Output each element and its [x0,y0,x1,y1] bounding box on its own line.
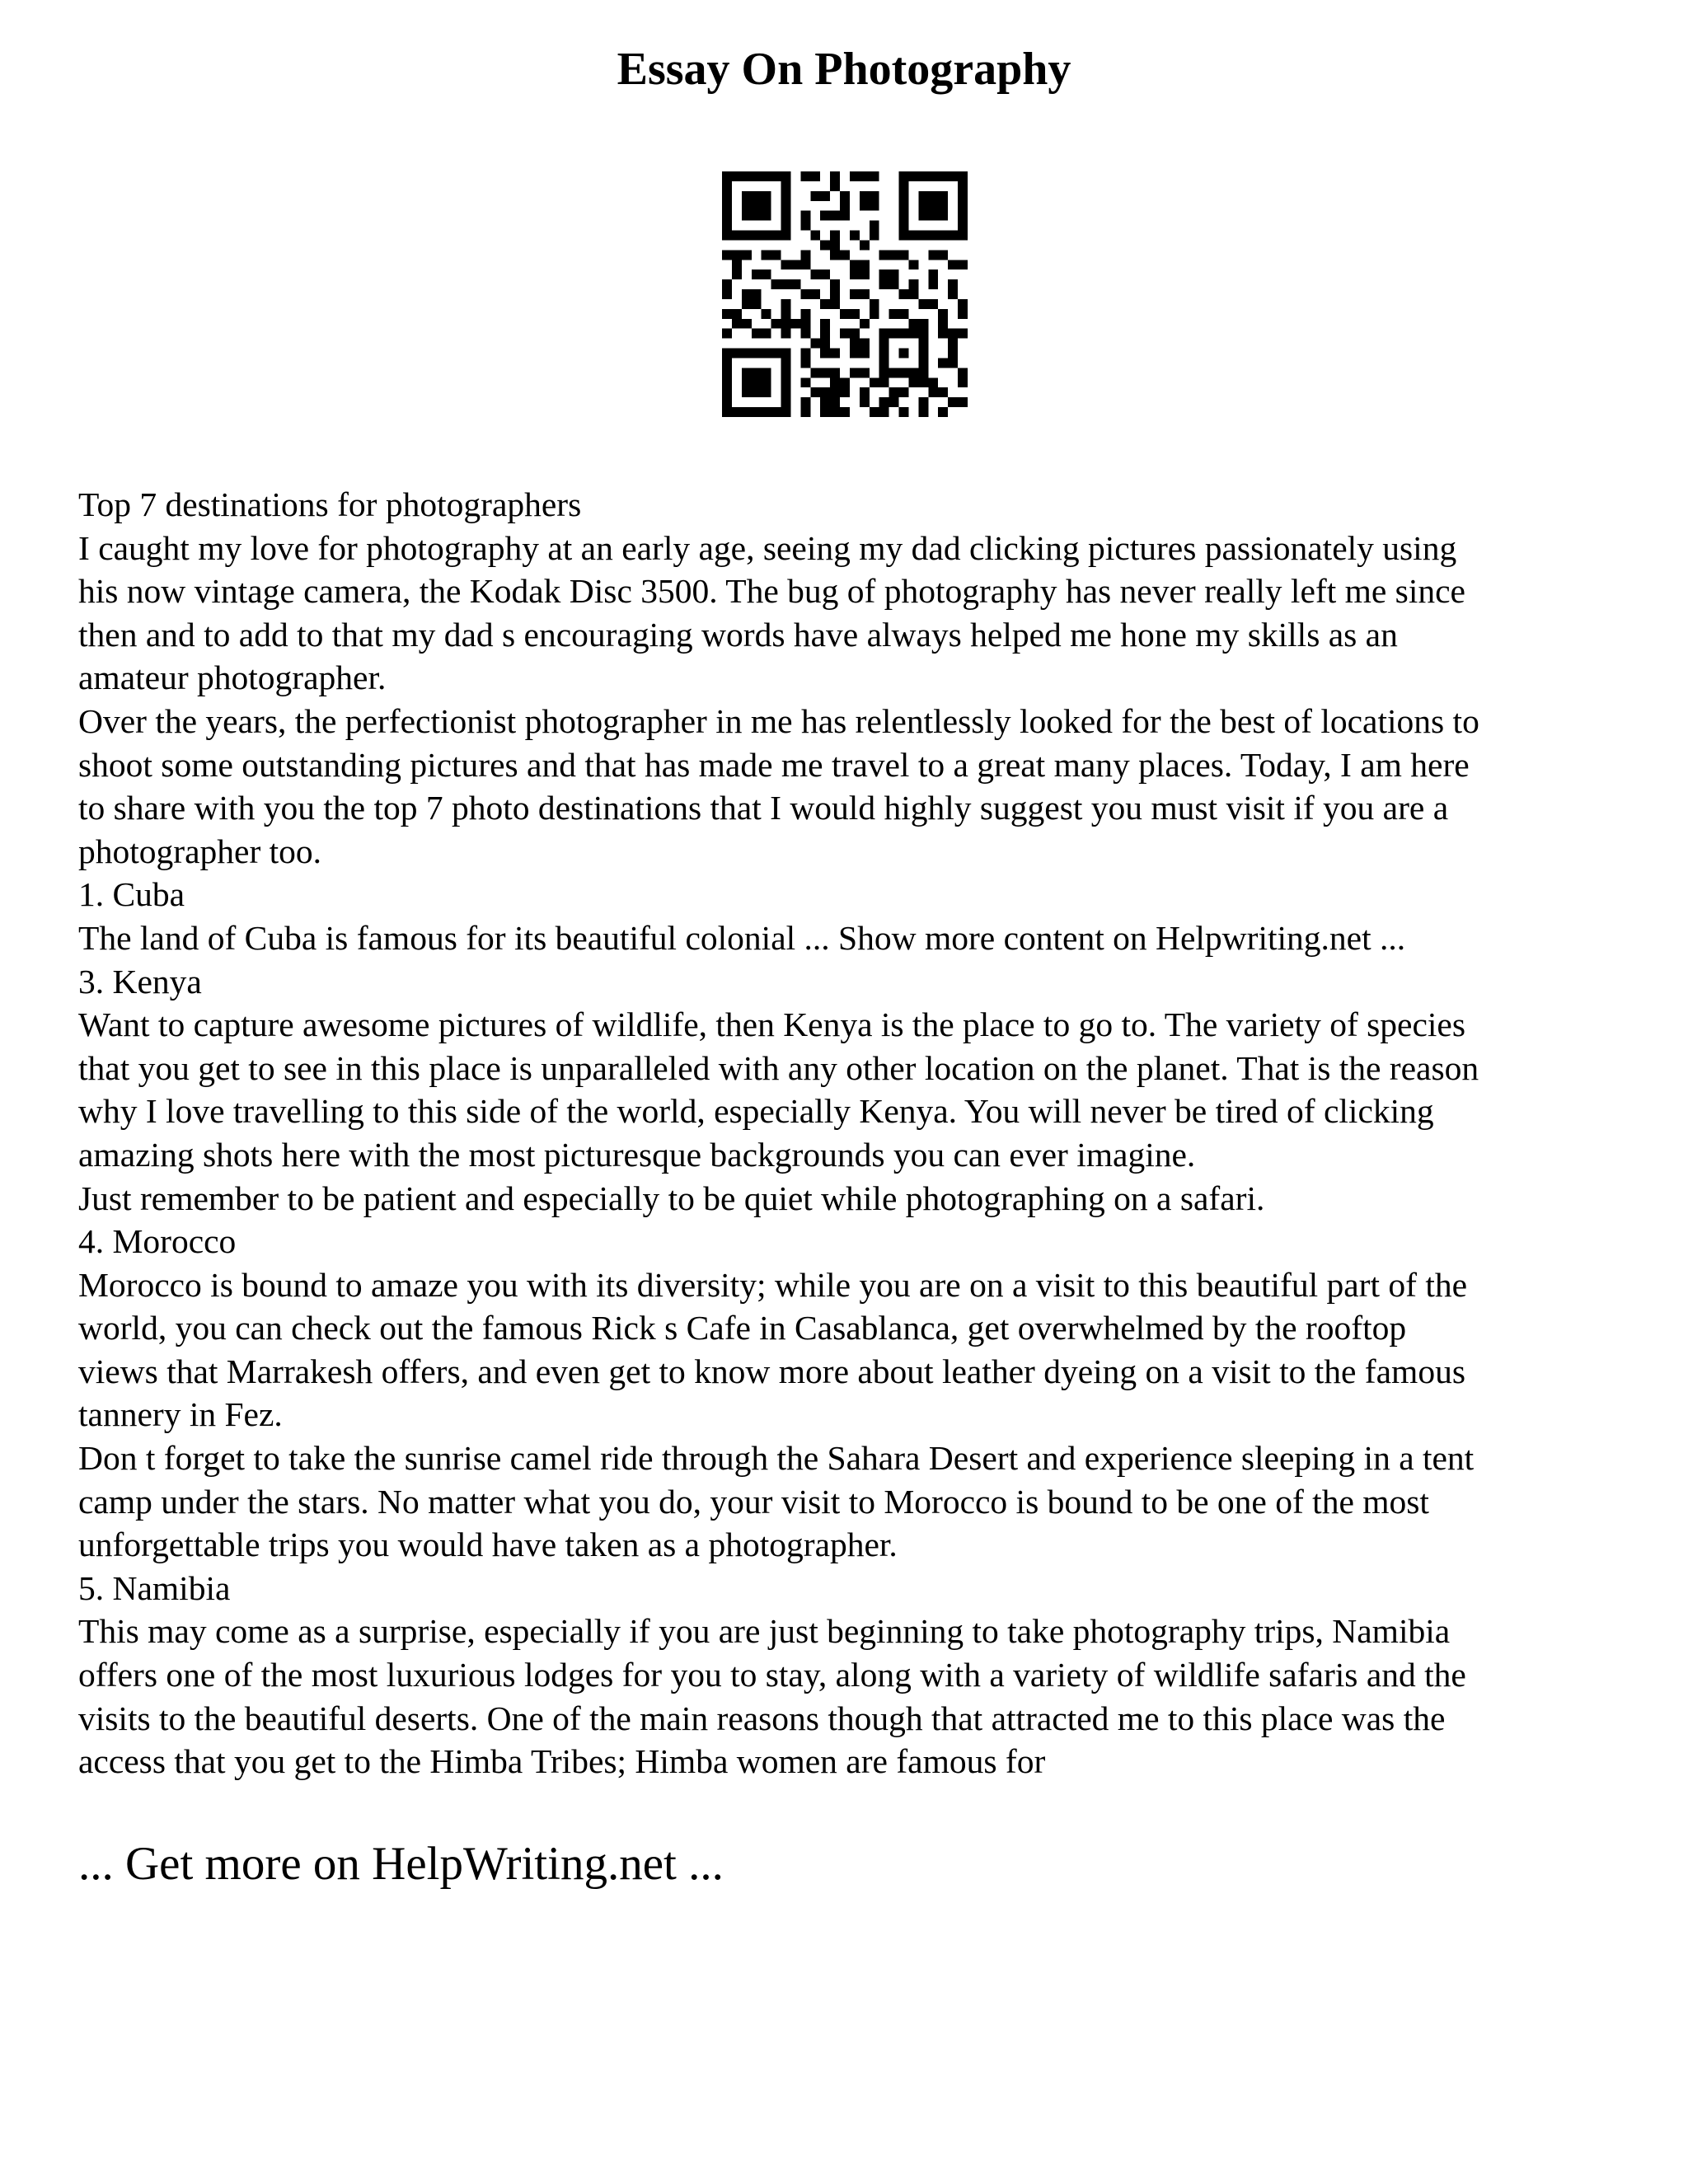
essay-body [78,483,1628,1783]
paragraph-line: I caught my love for photography at an early age, seeing my dad clicking pictures passionately using [78,528,1457,567]
paragraph-line: views that Marrakesh offers, and even get to know more about leather dyeing on a visit to the famous [78,1352,1465,1390]
paragraph-line: why I love travelling to this side of the world, especially Kenya. You will never be tired of clicking [78,1092,1434,1131]
section-heading: Top 7 destinations for photographers [78,485,582,523]
paragraph-line: This may come as a surprise, especially if you are just beginning to take photography trips, Namibia [78,1612,1451,1651]
paragraph-line: Over the years, the perfectionist photographer in me has relentlessly looked for the best of locations to [78,701,1479,740]
qr-code-graphic [722,171,968,417]
paragraph-line: offers one of the most luxurious lodges for you to stay, along with a variety of wildlife safaris and the [78,1656,1466,1694]
paragraph-line: The land of Cuba is famous for its beautiful colonial ... Show more content on Helpwriting.net ... [78,918,1406,957]
paragraph-line: then and to add to that my dad s encouraging words have always helped me hone my skills as an [78,615,1398,654]
paragraph-line: his now vintage camera, the Kodak Disc 3500. The bug of photography has never really left me since [78,572,1465,611]
paragraph-line: camp under the stars. No matter what you do, your visit to Morocco is bound to be one of the most [78,1482,1429,1521]
list-heading-morocco: 4. Morocco [78,1222,237,1261]
list-heading-cuba: 1. Cuba [78,875,185,914]
paragraph-line: to share with you the top 7 photo destinations that I would highly suggest you must visit if you are a [78,789,1449,827]
paragraph-line: Want to capture awesome pictures of wildlife, then Kenya is the place to go to. The variety of species [78,1005,1465,1044]
list-heading-kenya: 3. Kenya [78,962,202,1001]
paragraph-line: access that you get to the Himba Tribes; Himba women are famous for [78,1742,1046,1781]
paragraph-line: that you get to see in this place is unparalleled with any other location on the planet. That is the reason [78,1048,1479,1087]
paragraph-line: Just remember to be patient and especially to be quiet while photographing on a safari. [78,1179,1265,1217]
paragraph-line: amateur photographer. [78,658,387,697]
paragraph-line: Morocco is bound to amaze you with its diversity; while you are on a visit to this beautiful part of the [78,1265,1468,1304]
paragraph-line: unforgettable trips you would have taken as a photographer. [78,1526,898,1564]
paragraph-line: world, you can check out the famous Rick s Cafe in Casablanca, get overwhelmed by the rooftop [78,1309,1407,1347]
list-heading-namibia: 5. Namibia [78,1568,231,1607]
paragraph-line: Don t forget to take the sunrise camel ride through the Sahara Desert and experience sleeping in a tent [78,1439,1475,1478]
qr-code-icon [722,171,968,417]
paragraph-line: photographer too. [78,832,322,870]
get-more-link[interactable]: ... Get more on HelpWriting.net ... [78,1838,724,1890]
paragraph-line: tannery in Fez. [78,1395,283,1434]
paragraph-line: visits to the beautiful deserts. One of the main reasons though that attracted me to this place was the [78,1699,1446,1737]
paragraph-line: shoot some outstanding pictures and that has made me travel to a great many places. Today, I am here [78,745,1470,784]
page-title: Essay On Photography [617,44,1071,95]
paragraph-line: amazing shots here with the most picturesque backgrounds you can ever imagine. [78,1135,1196,1174]
